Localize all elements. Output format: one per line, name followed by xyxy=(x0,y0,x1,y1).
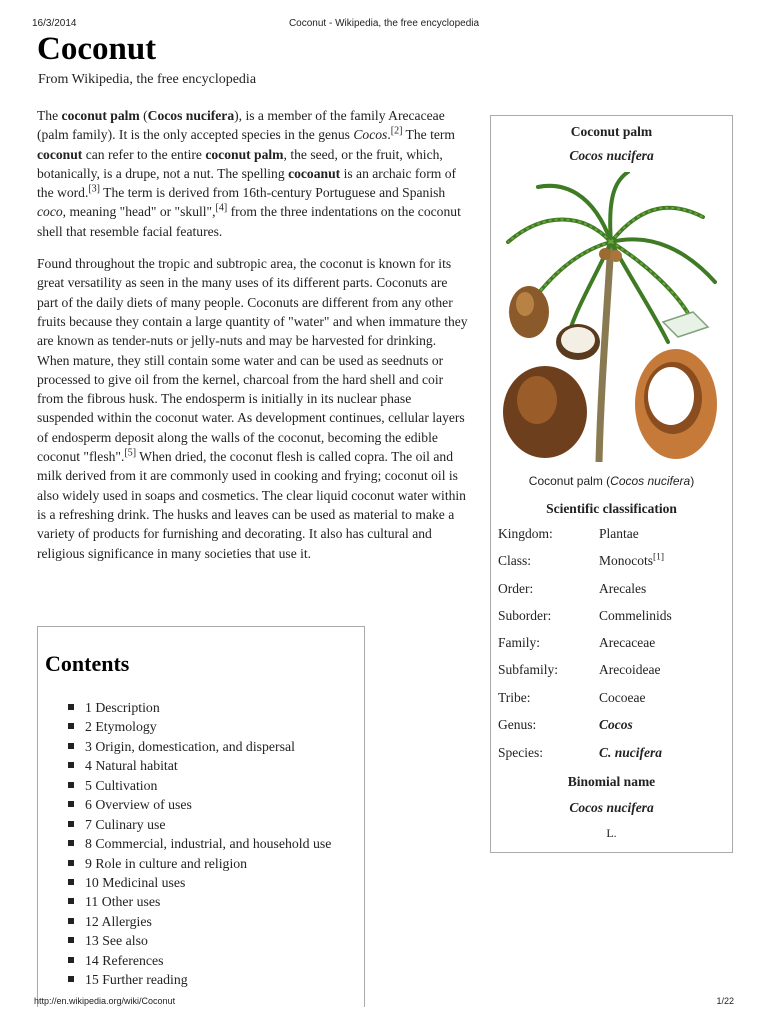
taxonomy-row-suborder xyxy=(498,608,728,628)
toc-link[interactable]: 5 Cultivation xyxy=(85,777,158,793)
binomial-name: Cocos nucifera xyxy=(569,800,654,815)
toc-link[interactable]: 7 Culinary use xyxy=(85,816,166,832)
taxonomy-value[interactable]: Plantae xyxy=(599,526,639,541)
table-of-contents xyxy=(37,626,365,1007)
toc-link[interactable]: 9 Role in culture and religion xyxy=(85,855,248,871)
article-body xyxy=(37,106,471,576)
bullet-icon xyxy=(68,723,74,729)
bullet-icon xyxy=(68,762,74,768)
toc-link[interactable]: 6 Overview of uses xyxy=(85,797,192,813)
bullet-icon xyxy=(68,840,74,846)
taxonomy-value: C. nucifera xyxy=(599,745,663,760)
toc-link[interactable]: 3 Origin, domestication, and dispersal xyxy=(85,738,295,754)
taxonomy-row-class xyxy=(498,553,728,573)
coconut-palm-illustration[interactable] xyxy=(503,172,719,462)
binomial-authority[interactable]: L. xyxy=(606,826,617,840)
infobox-title: Coconut palm xyxy=(570,124,653,139)
intro-paragraph-2: Found throughout the tropic and subtropic area, the coconut is known for its great versatility as seen in the many uses of its different parts. Coconuts are part of the daily diets of many people. Coconuts are different from any other fruits because they contain a large quantity of "water" and when immature they are known as tender-nuts or jelly-nuts and may be harvested for drinking. When mature, they still contain some water and can be used as seednuts or processed to give oil from the kernel, charcoal from the hard shell and coir from the fibrous husk. The endosperm is initially in its nuclear phase suspended within the coconut water. As development continues, cellular layers of endosperm deposit along the walls of the coconut, becoming the edible coconut "flesh".[5] When dried, the coconut flesh is called copra. The oil and milk derived from it are commonly used in cooking and frying; coconut oil is also widely used in soaps and cosmetics. The clear liquid coconut water within is a refreshing drink. The husks and leaves can be used as material to make a variety of products for furnishing and decorating. It also has cultural and religious significance in many societies that use it. xyxy=(37,256,468,561)
bullet-icon xyxy=(68,898,74,904)
page-title: Coconut xyxy=(37,31,157,67)
taxonomy-row-genus xyxy=(498,717,728,737)
taxonomy-value[interactable]: Cocoeae xyxy=(599,690,646,705)
toc-heading: Contents xyxy=(45,651,130,676)
taxobox xyxy=(490,115,733,853)
print-date: 16/3/2014 xyxy=(32,18,77,29)
page-subtitle: From Wikipedia, the free encyclopedia xyxy=(38,72,257,87)
taxonomy-row-species xyxy=(498,745,728,765)
toc-item xyxy=(68,717,331,736)
taxonomy-value[interactable]: Arecoideae xyxy=(599,662,661,677)
bullet-icon xyxy=(68,860,74,866)
toc-item xyxy=(68,951,331,970)
print-url: http://en.wikipedia.org/wiki/Coconut xyxy=(34,996,176,1006)
toc-link[interactable]: 12 Allergies xyxy=(85,913,152,929)
binomial-name-heading: Binomial name xyxy=(567,774,656,789)
toc-item xyxy=(68,873,331,892)
bullet-icon xyxy=(68,704,74,710)
reference-link[interactable]: [2] xyxy=(390,125,403,137)
toc-link[interactable]: 14 References xyxy=(85,952,164,968)
bullet-icon xyxy=(68,918,74,924)
toc-link[interactable]: 8 Commercial, industrial, and household use xyxy=(85,836,332,852)
toc-item xyxy=(68,854,331,873)
bullet-icon xyxy=(68,937,74,943)
reference-link[interactable]: [4] xyxy=(215,202,228,214)
toc-link[interactable]: 2 Etymology xyxy=(85,719,157,735)
taxonomy-value[interactable]: Commelinids xyxy=(599,608,672,623)
taxonomy-rank: Tribe: xyxy=(498,690,531,705)
taxonomy-value[interactable]: Arecaceae xyxy=(599,635,656,650)
taxonomy-row-tribe xyxy=(498,690,728,710)
taxonomy-rank: Class: xyxy=(498,553,532,568)
toc-link[interactable]: 11 Other uses xyxy=(85,894,161,910)
toc-item xyxy=(68,912,331,931)
print-page-title: Coconut - Wikipedia, the free encyclopedia xyxy=(288,18,480,29)
toc-item xyxy=(68,776,331,795)
toc-list xyxy=(68,698,331,990)
toc-item xyxy=(68,698,331,717)
toc-item xyxy=(68,815,331,834)
toc-link[interactable]: 4 Natural habitat xyxy=(85,758,178,774)
bullet-icon xyxy=(68,957,74,963)
bullet-icon xyxy=(68,821,74,827)
taxonomy-rank: Order: xyxy=(498,581,534,596)
toc-item xyxy=(68,737,331,756)
toc-link[interactable]: 15 Further reading xyxy=(85,972,188,988)
bullet-icon xyxy=(68,879,74,885)
taxonomy-value[interactable]: Arecales xyxy=(599,581,647,596)
toc-item xyxy=(68,970,331,989)
taxonomy-value[interactable]: Monocots[1] xyxy=(599,552,665,568)
bullet-icon xyxy=(68,976,74,982)
print-page-number: 1/22 xyxy=(716,996,734,1006)
toc-link[interactable]: 10 Medicinal uses xyxy=(85,874,186,890)
taxonomy-row-subfamily xyxy=(498,662,728,682)
taxonomy-row-family xyxy=(498,635,728,655)
scientific-classification-heading: Scientific classification xyxy=(546,501,677,516)
toc-item xyxy=(68,892,331,911)
taxonomy-rank: Family: xyxy=(498,635,541,650)
taxonomy-rank: Suborder: xyxy=(498,608,552,623)
taxonomy-rank: Species: xyxy=(498,745,543,760)
taxonomy-rank: Kingdom: xyxy=(498,526,553,541)
taxonomy-value[interactable]: Cocos xyxy=(599,717,633,732)
toc-item xyxy=(68,834,331,853)
taxonomy-rank: Subfamily: xyxy=(498,662,558,677)
toc-item xyxy=(68,756,331,775)
intro-paragraph-1: The coconut palm (Cocos nucifera), is a member of the family Arecaceae (palm family). It is the only accepted species in the genus Cocos.[2] The term coconut can refer to the entire coconut palm, the seed, or the fruit, which, botanically, is a drupe, not a nut. The spelling cocoanut is an archaic form of the word.[3] The term is derived from 16th-century Portuguese and Spanish coco, meaning "head" or "skull",[4] from the three indentations on the coconut shell that resemble facial features. xyxy=(37,108,461,239)
toc-link[interactable]: 13 See also xyxy=(85,933,148,949)
bullet-icon xyxy=(68,743,74,749)
infobox-caption: Coconut palm (Cocos nucifera) xyxy=(528,474,695,488)
toc-link[interactable]: 1 Description xyxy=(85,700,160,715)
bullet-icon xyxy=(68,801,74,807)
reference-link[interactable]: [5] xyxy=(124,447,137,459)
taxonomy-row-order xyxy=(498,581,728,601)
reference-link[interactable]: [1] xyxy=(653,552,665,563)
toc-item xyxy=(68,931,331,950)
reference-link[interactable]: [3] xyxy=(88,183,101,195)
bullet-icon xyxy=(68,782,74,788)
taxonomy-row-kingdom xyxy=(498,526,728,546)
infobox-latin-title: Cocos nucifera xyxy=(569,148,654,163)
toc-item xyxy=(68,795,331,814)
taxonomy-rank: Genus: xyxy=(498,717,537,732)
